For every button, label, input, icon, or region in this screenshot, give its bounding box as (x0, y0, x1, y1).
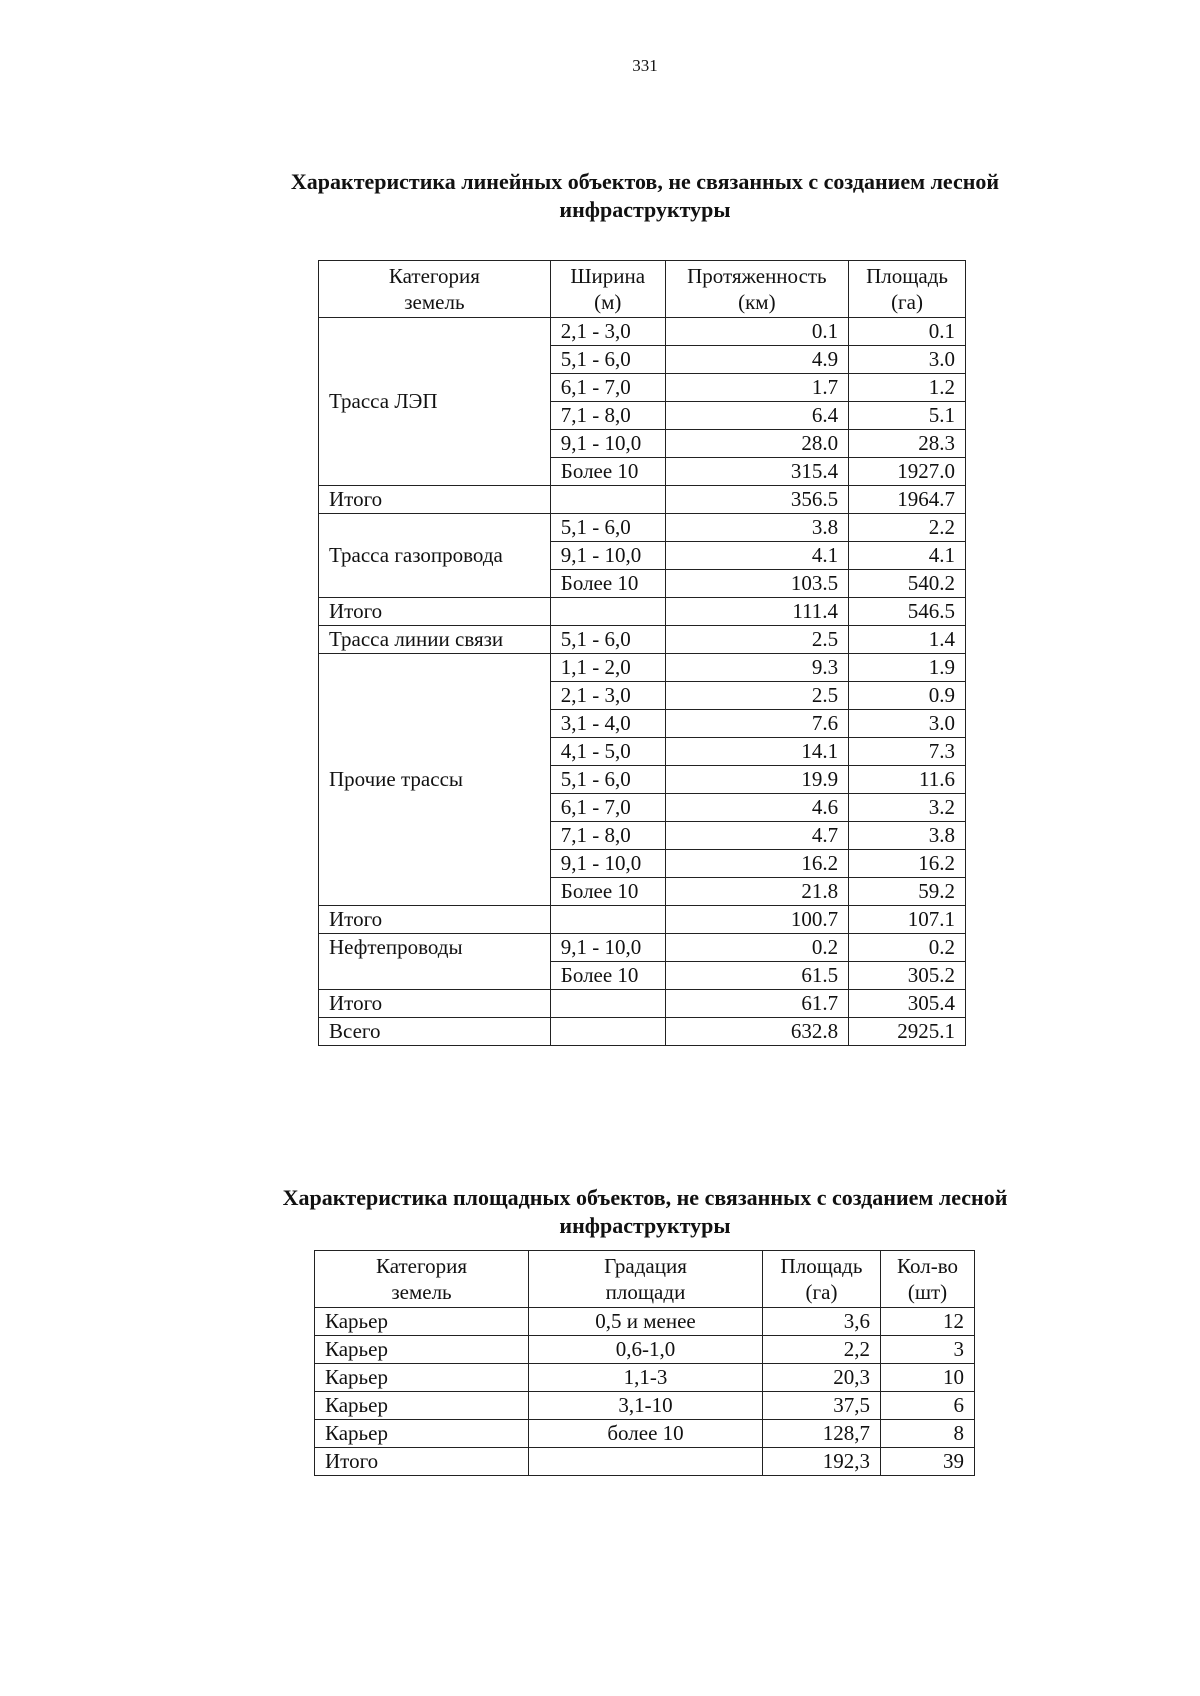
table2-title-line2: инфраструктуры (559, 1213, 731, 1238)
table-header-row (315, 1251, 975, 1308)
subtotal-length: 111.4 (665, 598, 848, 626)
table1-title (0, 168, 1200, 224)
width-cell: 1,1 - 2,0 (550, 654, 665, 682)
area-cell: 1.9 (849, 654, 966, 682)
subtotal-area: 107.1 (849, 906, 966, 934)
area-objects-body (315, 1308, 975, 1476)
length-cell: 16.2 (665, 850, 848, 878)
area-cell: 16.2 (849, 850, 966, 878)
subtotal-label: Итого (319, 598, 551, 626)
area-cell: 0.1 (849, 318, 966, 346)
length-cell: 19.9 (665, 766, 848, 794)
page-number: 331 (632, 56, 658, 75)
length-cell: 2.5 (665, 626, 848, 654)
area-cell: 1.4 (849, 626, 966, 654)
category-cell: Карьер (315, 1392, 529, 1420)
width-cell: 9,1 - 10,0 (550, 542, 665, 570)
table1-title-line1: Характеристика линейных объектов, не связанных с созданием лесной (290, 169, 1000, 194)
category-cell: Трасса ЛЭП (319, 318, 551, 486)
table2-title (0, 1184, 1200, 1240)
length-cell: 1.7 (665, 374, 848, 402)
count-cell: 3 (881, 1336, 975, 1364)
area-cell: 3,6 (763, 1308, 881, 1336)
width-cell: 5,1 - 6,0 (550, 346, 665, 374)
subtotal-row (319, 990, 966, 1018)
header-width: Ширина (м) (550, 261, 665, 318)
subtotal-length: 356.5 (665, 486, 848, 514)
width-cell: 2,1 - 3,0 (550, 682, 665, 710)
length-cell: 4.7 (665, 822, 848, 850)
header-category: Категория земель (315, 1251, 529, 1308)
area-cell: 3.8 (849, 822, 966, 850)
header-length: Протяженность (км) (665, 261, 848, 318)
area-cell: 128,7 (763, 1420, 881, 1448)
length-cell: 61.5 (665, 962, 848, 990)
width-cell: 9,1 - 10,0 (550, 430, 665, 458)
length-cell: 315.4 (665, 458, 848, 486)
area-cell: 1.2 (849, 374, 966, 402)
table-row (315, 1392, 975, 1420)
length-cell: 3.8 (665, 514, 848, 542)
category-cell: Нефтепроводы (319, 934, 551, 990)
length-cell: 4.6 (665, 794, 848, 822)
width-cell: 6,1 - 7,0 (550, 794, 665, 822)
empty-cell (550, 598, 665, 626)
width-cell: 7,1 - 8,0 (550, 822, 665, 850)
area-cell: 37,5 (763, 1392, 881, 1420)
subtotal-label: Итого (319, 990, 551, 1018)
width-cell: 3,1 - 4,0 (550, 710, 665, 738)
length-cell: 4.9 (665, 346, 848, 374)
width-cell: 9,1 - 10,0 (550, 934, 665, 962)
table1-title-line2: инфраструктуры (559, 197, 731, 222)
total-area: 192,3 (763, 1448, 881, 1476)
table-row (319, 626, 966, 654)
area-cell: 0.9 (849, 682, 966, 710)
subtotal-row (319, 486, 966, 514)
area-cell: 3.2 (849, 794, 966, 822)
gradation-cell: более 10 (529, 1420, 763, 1448)
grand-total-length: 632.8 (665, 1018, 848, 1046)
area-cell: 11.6 (849, 766, 966, 794)
empty-cell (550, 906, 665, 934)
length-cell: 0.1 (665, 318, 848, 346)
linear-objects-table (318, 260, 966, 1046)
subtotal-length: 100.7 (665, 906, 848, 934)
width-cell: Более 10 (550, 570, 665, 598)
table-row (315, 1420, 975, 1448)
header-area: Площадь (га) (849, 261, 966, 318)
table-row (319, 654, 966, 682)
subtotal-area: 1964.7 (849, 486, 966, 514)
count-cell: 6 (881, 1392, 975, 1420)
category-cell: Карьер (315, 1364, 529, 1392)
area-cell: 540.2 (849, 570, 966, 598)
grand-total-area: 2925.1 (849, 1018, 966, 1046)
area-cell: 59.2 (849, 878, 966, 906)
subtotal-row (319, 598, 966, 626)
length-cell: 0.2 (665, 934, 848, 962)
count-cell: 8 (881, 1420, 975, 1448)
total-row (315, 1448, 975, 1476)
subtotal-length: 61.7 (665, 990, 848, 1018)
width-cell: Более 10 (550, 962, 665, 990)
header-gradation: Градация площади (529, 1251, 763, 1308)
table-row (319, 934, 966, 962)
empty-cell (550, 486, 665, 514)
table2-title-line1: Характеристика площадных объектов, не связанных с созданием лесной (282, 1185, 1008, 1210)
length-cell: 103.5 (665, 570, 848, 598)
width-cell: 5,1 - 6,0 (550, 766, 665, 794)
length-cell: 14.1 (665, 738, 848, 766)
length-cell: 7.6 (665, 710, 848, 738)
category-cell: Прочие трассы (319, 654, 551, 906)
table-row (315, 1364, 975, 1392)
header-category: Категория земель (319, 261, 551, 318)
width-cell: Более 10 (550, 878, 665, 906)
length-cell: 21.8 (665, 878, 848, 906)
width-cell: 7,1 - 8,0 (550, 402, 665, 430)
category-cell: Карьер (315, 1336, 529, 1364)
subtotal-row (319, 906, 966, 934)
length-cell: 4.1 (665, 542, 848, 570)
table-row (315, 1308, 975, 1336)
length-cell: 6.4 (665, 402, 848, 430)
table-row (319, 514, 966, 542)
table-row (315, 1336, 975, 1364)
length-cell: 2.5 (665, 682, 848, 710)
grand-total-row (319, 1018, 966, 1046)
area-objects-table (314, 1250, 975, 1476)
total-count: 39 (881, 1448, 975, 1476)
table-row (319, 318, 966, 346)
subtotal-area: 546.5 (849, 598, 966, 626)
area-cell: 2,2 (763, 1336, 881, 1364)
total-gradation (529, 1448, 763, 1476)
category-cell: Трасса линии связи (319, 626, 551, 654)
grand-total-label: Всего (319, 1018, 551, 1046)
area-cell: 28.3 (849, 430, 966, 458)
length-cell: 9.3 (665, 654, 848, 682)
width-cell: 9,1 - 10,0 (550, 850, 665, 878)
area-cell: 5.1 (849, 402, 966, 430)
empty-cell (550, 1018, 665, 1046)
category-cell: Трасса газопровода (319, 514, 551, 598)
subtotal-area: 305.4 (849, 990, 966, 1018)
gradation-cell: 3,1-10 (529, 1392, 763, 1420)
header-count: Кол-во (шт) (881, 1251, 975, 1308)
subtotal-label: Итого (319, 906, 551, 934)
linear-objects-body (319, 318, 966, 1046)
width-cell: Более 10 (550, 458, 665, 486)
header-area: Площадь (га) (763, 1251, 881, 1308)
width-cell: 6,1 - 7,0 (550, 374, 665, 402)
area-cell: 20,3 (763, 1364, 881, 1392)
area-cell: 3.0 (849, 346, 966, 374)
count-cell: 10 (881, 1364, 975, 1392)
empty-cell (550, 990, 665, 1018)
area-cell: 4.1 (849, 542, 966, 570)
table-header-row (319, 261, 966, 318)
gradation-cell: 0,5 и менее (529, 1308, 763, 1336)
category-cell: Карьер (315, 1308, 529, 1336)
length-cell: 28.0 (665, 430, 848, 458)
area-cell: 3.0 (849, 710, 966, 738)
category-cell: Карьер (315, 1420, 529, 1448)
area-cell: 1927.0 (849, 458, 966, 486)
width-cell: 5,1 - 6,0 (550, 514, 665, 542)
width-cell: 5,1 - 6,0 (550, 626, 665, 654)
gradation-cell: 1,1-3 (529, 1364, 763, 1392)
width-cell: 2,1 - 3,0 (550, 318, 665, 346)
gradation-cell: 0,6-1,0 (529, 1336, 763, 1364)
subtotal-label: Итого (319, 486, 551, 514)
area-cell: 0.2 (849, 934, 966, 962)
area-cell: 305.2 (849, 962, 966, 990)
total-label: Итого (315, 1448, 529, 1476)
area-cell: 7.3 (849, 738, 966, 766)
width-cell: 4,1 - 5,0 (550, 738, 665, 766)
count-cell: 12 (881, 1308, 975, 1336)
area-cell: 2.2 (849, 514, 966, 542)
